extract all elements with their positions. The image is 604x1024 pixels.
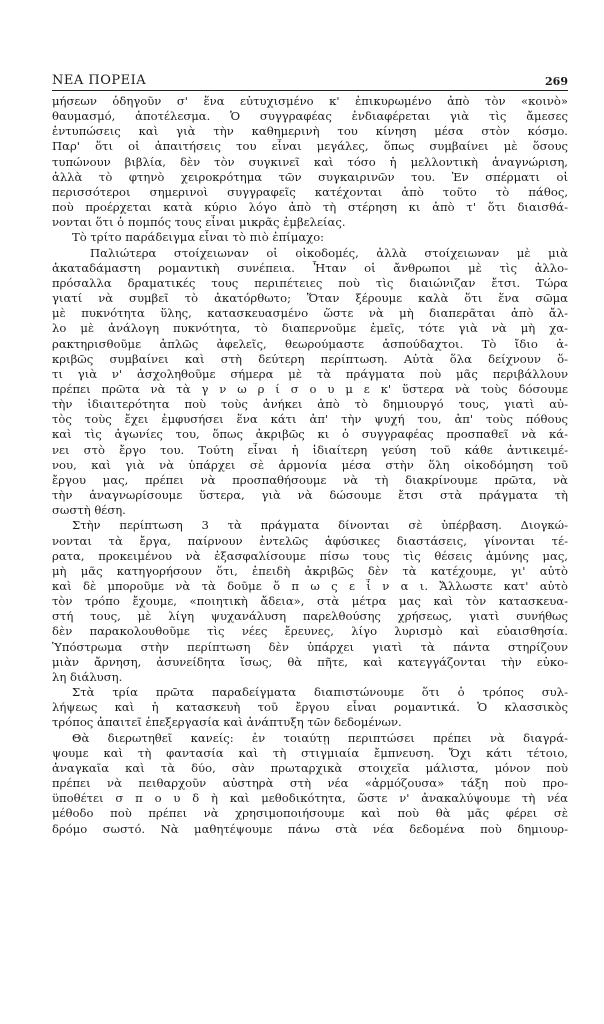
text-line: ἀλλὰ τὸ φτηνὸ χειροκρότημα τῶν συγκαιρινῶν του. Ἐν σπέρματι οἱ [52,169,568,184]
text-line: μήσεων ὁδηγοῦν σ' ἕνα εὐτυχισμένο κ' ἐπικυρωμένο ἀπὸ τὸν «κοινὸ» [52,94,568,108]
text-line: νει στὸ ἔργο του. Τούτη εἶναι ἡ ἰδιαίτερη γεύση τοῦ κάθε ἀντικειμέ- [52,442,568,457]
text-line: νου, καὶ γιὰ νὰ ὑπάρχει σὲ ἁρμονία μέσα στὴν ὅλη οἰκοδόμηση τοῦ [52,457,568,472]
text-line: τι γιὰ ν' ἀσχοληθοῦμε σήμερα μὲ τὰ πράγματα ποὺ μᾶς περιβάλλουν [52,366,568,381]
text-line: δρόμο σωστό. Νὰ μαθητέψουμε πάνω στὰ νέα δεδομένα ποὺ δημιουρ- [52,821,568,836]
text-line: ἐντυπώσεις καὶ γιὰ τὴν καθημερινὴ του κίνηση μέσα στὸν κόσμο. [52,124,568,139]
text-line: λη διάλυση. [52,669,123,684]
text-line: περισσότεροι σημερινοὶ συγγραφεῖς κατέχονται ἀπὸ τοῦτο τὸ πάθος, [52,184,568,199]
text-line: ρατα, προκειμένου νὰ ἐξασφαλίσουμε πίσω τους τὶς θέσεις ἀμύνης μας, [52,548,568,563]
text-line: νονται τὰ ἔργα, παίρνουν ἐντελῶς ἀφύσικες διαστάσεις, γίνονται τέ- [52,533,568,548]
body-text [52,94,568,837]
text-line: Τὸ τρίτο παράδειγμα εἶναι τὸ πιὸ ἐπίμαχο: [72,230,325,245]
text-line: τὴν ἰδιαιτερότητα ποὺ τοὺς ἀνήκει ἀπὸ τὸ δημιουργό τους, γιατὶ αὐ- [52,397,568,412]
header-rule [52,90,568,91]
text-line: πρόσαλλα δραματικές τους περιπέτειες ποὺ τὶς διαιώνιζαν ἔτσι. Τώρα [52,275,568,290]
text-line: στή τους, μὲ λίγη ψυχανάλυση παρελθούσης χρήσεως, γιατὶ συνήθως [52,609,568,624]
text-line: ἀκαταδάμαστη ρομαντικὴ συνέπεια. Ἦταν οἱ ἄνθρωποι μὲ τὶς ἀλλο- [52,260,568,275]
text-line: ἀναγκαῖα καὶ τὰ δύο, σὰν πρωταρχικὰ στοιχεῖα μάλιστα, μόνον ποὺ [52,760,568,775]
text-line: Στὰ τρία πρῶτα παραδείγματα διαπιστώνουμε ὅτι ὁ τρόπος συλ- [72,685,568,700]
text-line: ἔργου μας, πρέπει νὰ προσπαθήσουμε νὰ τὴ διακρίνουμε πρῶτα, νὰ [52,472,568,487]
text-line: μὴ μᾶς κατηγορήσουν ὅτι, ἐπειδὴ ἀκριβῶς δὲν τὰ κατέχουμε, γι' αὐτὸ [52,563,568,578]
text-line: τὸν τρόπο ἔχουμε, «ποιητικὴ ἄδεια», στὰ μέτρα μας καὶ τὸν κατασκευα- [52,594,568,609]
text-line: τὴν ἀναγνωρίσουμε ὕστερα, γιὰ νὰ δώσουμε ἔτσι στὰ πράγματα τὴ [52,488,568,503]
text-line: ϋποθέτει σ π ο υ δ ὴ καὶ μεθοδικότητα, ὥστε ν' ἀνακαλύψουμε τὴ νέα [52,791,568,806]
text-line: μιὰν ἄρνηση, ἀσυνείδητα ἴσως, θὰ πῆτε, καὶ κατεγγάζονται τὴν εὐκο- [52,654,568,669]
text-line: Στὴν περίπτωση 3 τὰ πράγματα δίνονται σὲ ὑπέρβαση. Διογκώ- [72,518,568,533]
text-line: νονται ὅτι ὁ πομπός τους εἶναι μικρᾶς ἐμβελείας. [52,215,346,230]
journal-title: ΝΕΑ ΠΟΡΕΙΑ [52,73,147,88]
running-header [52,66,568,88]
text-line: θαυμασμό, ἀποτέλεσμα. Ὁ συγγραφέας ἐνδιαφέρεται γιὰ τὶς ἄμεσες [52,109,568,124]
text-line: τυπώνουν βιβλία, δὲν τὸν συγκινεῖ καὶ τόσο ἡ μελλοντικὴ ἀναγνώριση, [52,154,568,169]
text-line: λήψεως καὶ ἡ κατασκευὴ τοῦ ἔργου εἶναι ρομαντικά. Ὁ κλασσικὸς [52,700,568,715]
text-line: ποὺ προέρχεται κατὰ κύριο λόγο ἀπὸ τὴ στέρηση κι ἀπὸ τ' ὅτι διαισθά- [52,200,568,215]
document-page [52,66,568,837]
text-line: πρέπει νὰ πειθαρχοῦν αὐστηρὰ στὴ νέα «ἁρμόζουσα» τάξη ποὺ προ- [52,776,568,791]
page-number: 269 [545,75,568,88]
text-line: σωστὴ θέση. [52,503,126,518]
text-line: ψουμε καὶ τὴ φαντασία καὶ τὴ στιγμιαία ἔμπνευση. Ὄχι κάτι τέτοιο, [52,745,568,760]
text-line: λο μὲ ἀνάλογη πυκνότητα, τὸ διαπερνοῦμε ἐμεῖς, τότε γιὰ νὰ μὴ χα- [52,321,568,336]
text-line: πρέπει πρῶτα νὰ τὰ γ ν ω ρ ί σ ο υ μ ε κ' ὕστερα νὰ τοὺς δόσουμε [52,381,568,396]
text-line: Θὰ διερωτηθεῖ κανείς: ἐν τοιαύτῃ περιπτώσει πρέπει νὰ διαγρά- [72,730,568,745]
text-line: καὶ δὲ μποροῦμε νὰ τὰ δοῦμε ὅ π ω ς ε ἶ ν α ι. Ἄλλωστε κατ' αὐτὸ [52,579,568,593]
text-line: γιατί νὰ συμβεῖ τὸ ἀκατόρθωτο; Ὅταν ξέρουμε καλὰ ὅτι ἕνα σῶμα [52,291,568,306]
text-line: Παλιώτερα στοίχειωναν οἱ οἰκοδομές, ἀλλὰ στοίχειωναν μὲ μιὰ [90,245,568,260]
text-line: καὶ τὶς ἀγωνίες του, ὅπως ἀκριβῶς κι ὁ συγγραφέας προσπαθεῖ νὰ κά- [52,427,568,442]
text-line: μέθοδο ποὺ πρέπει νὰ χρησιμοποιήσουμε καὶ ποὺ θὰ μᾶς φέρει σὲ [52,806,568,821]
text-line: κριβῶς συμβαίνει καὶ στὴ δεύτερη περίπτωση. Αὐτὰ ὅλα δείχνουν ὅ- [52,351,568,366]
text-line: δὲν παρακολουθοῦμε τὶς νέες ἔρευνες, λίγο λυρισμὸ καὶ εὐαισθησία. [52,624,568,639]
text-line: Παρ' ὅτι οἱ ἀπαιτήσεις του εἶναι μεγάλες, ὅπως συμβαίνει μὲ ὅσους [52,139,568,154]
text-line: τὸς τοὺς ἔχει ἐμφυσήσει ἕνα κάτι ἀπ' τὴν ψυχή του, ἀπ' τοὺς πόθους [52,412,568,427]
text-line: ρακτηρισθοῦμε ἁπλῶς ἀφελεῖς, θεωρούμαστε ἀσπούδαχτοι. Τὸ ἴδιο ἀ- [52,336,568,351]
text-line: μὲ πυκνότητα ὕλης, κατασκευασμένο ὥστε νὰ μὴ διαπερᾶται ἀπὸ ἄλ- [52,306,568,321]
text-line: τρόπος ἀπαιτεῖ ἐπεξεργασία καὶ ἀνάπτυξη τῶν δεδομένων. [52,715,402,730]
text-line: Ὑπόστρωμα στὴν περίπτωση δὲν ὑπάρχει γιατὶ τὰ πάντα στηρίζουν [52,639,568,654]
